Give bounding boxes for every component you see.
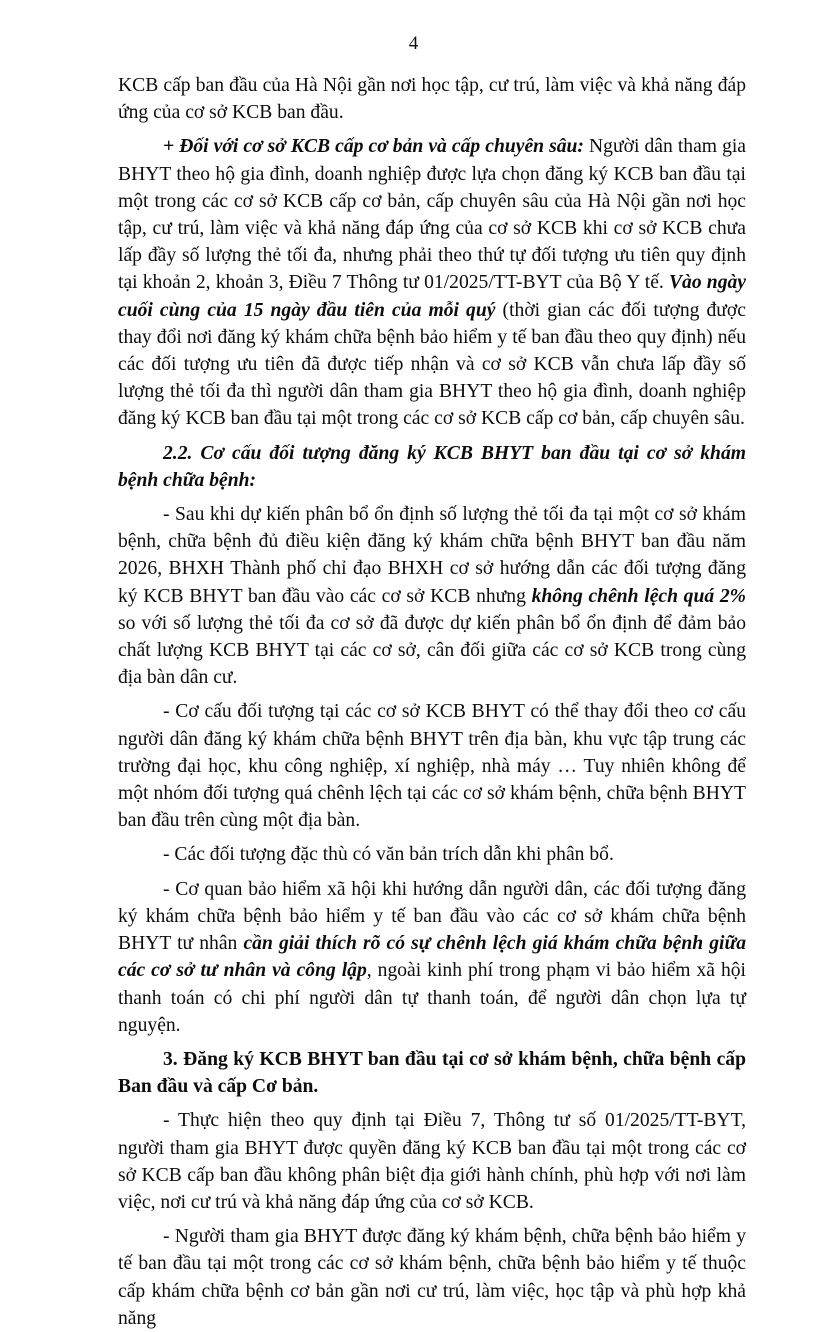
text-run: so với số lượng thẻ tối đa cơ sở đã được dự kiến phân bổ ổn định để đảm bảo chất lượng KCB BHYT tại các cơ sở, cân đối giữa các cơ sở KCB trong cùng địa bàn dân cư. (118, 612, 746, 689)
section-heading (118, 440, 746, 494)
emphasis-run: + Đối với cơ sở KCB cấp cơ bản và cấp chuyên sâu: (163, 136, 584, 158)
document-body-column (118, 72, 746, 1332)
emphasis-run: cần giải thích rõ có sự chênh lệch giá khám chữa bệnh giữa các cơ sở tư nhân và công lập (118, 933, 746, 982)
page-number: 4 (408, 33, 419, 54)
body-paragraph (118, 1223, 746, 1332)
text-run: - Người tham gia BHYT được đăng ký khám bệnh, chữa bệnh bảo hiểm y tế ban đầu tại một trong các cơ sở khám bệnh, chữa bệnh bảo hiểm y tế thuộc cấp khám chữa bệnh cơ bản gần nơi cư trú, làm việc, học tập và phù hợp khả năng (118, 1226, 746, 1329)
emphasis-run: Vào ngày cuối cùng của 15 ngày đầu tiên của mỗi quý (118, 272, 746, 321)
emphasis-run: 2.2. Cơ cấu đối tượng đăng ký KCB BHYT ban đầu tại cơ sở khám bệnh chữa bệnh: (118, 442, 746, 491)
text-run: KCB cấp ban đầu của Hà Nội gần nơi học tập, cư trú, làm việc và khả năng đáp ứng của cơ sở KCB ban đầu. (118, 75, 746, 124)
body-paragraph (118, 698, 746, 834)
text-run: - Thực hiện theo quy định tại Điều 7, Thông tư số 01/2025/TT-BYT, người tham gia BHYT được quyền đăng ký KCB ban đầu tại một trong các cơ sở KCB cấp ban đầu không phân biệt địa giới hành chính, phù hợp với nơi làm việc, nơi cư trú và khả năng đáp ứng của cơ sở KCB. (118, 1110, 746, 1213)
body-paragraph (118, 1107, 746, 1216)
text-run: (thời gian các đối tượng được thay đổi nơi đăng ký khám chữa bệnh bảo hiểm y tế ban đầu theo quy định) nếu các đối tượng ưu tiên đã được tiếp nhận và cơ sở KCB vẫn chưa lấp đầy số lượng thẻ tối đa thì người dân tham gia BHYT theo hộ gia đình, doanh nghiệp đăng ký KCB ban đầu tại một trong các cơ sở KCB cấp cơ bản, cấp chuyên sâu. (118, 299, 746, 430)
text-run: - Các đối tượng đặc thù có văn bản trích dẫn khi phân bổ. (163, 844, 614, 866)
body-paragraph (118, 841, 746, 868)
text-run: - Sau khi dự kiến phân bổ ổn định số lượng thẻ tối đa tại một cơ sở khám bệnh, chữa bệnh đủ điều kiện đăng ký khám chữa bệnh BHYT ban đầu năm 2026, BHXH Thành phố chỉ đạo BHXH cơ sở hướng dẫn các đối tượng đăng ký KCB BHYT ban đầu vào các cơ sở KCB nhưng (118, 504, 746, 607)
body-paragraph (118, 501, 746, 691)
body-paragraph (118, 72, 746, 126)
text-run: - Cơ cấu đối tượng tại các cơ sở KCB BHYT có thể thay đổi theo cơ cấu người dân đăng ký khám chữa bệnh BHYT trên địa bàn, khu vực tập trung các trường đại học, khu công nghiệp, xí nghiệp, nhà máy … Tuy nhiên không để một nhóm đối tượng quá chênh lệch tại các cơ sở khám bệnh, chữa bệnh BHYT ban đầu trên cùng một địa bàn. (118, 701, 746, 832)
emphasis-run: 3. Đăng ký KCB BHYT ban đầu tại cơ sở khám bệnh, chữa bệnh cấp Ban đầu và cấp Cơ bản. (118, 1048, 746, 1098)
body-paragraph (118, 876, 746, 1039)
body-paragraph (118, 133, 746, 432)
text-run: Người dân tham gia BHYT theo hộ gia đình, doanh nghiệp được lựa chọn đăng ký KCB ban đầu tại một trong các cơ sở KCB cấp cơ bản, cấp chuyên sâu của Hà Nội gần nơi học tập, cư trú, làm việc và khả năng đáp ứng của cơ sở KCB khi cơ sở KCB chưa lấp đầy số lượng thẻ tối đa, nhưng phải theo thứ tự đối tượng ưu tiên quy định tại khoản 2, khoản 3, Điều 7 Thông tư 01/2025/TT-BYT của Bộ Y tế. (118, 136, 747, 294)
section-heading (118, 1046, 746, 1100)
text-run: , ngoài kinh phí trong phạm vi bảo hiểm xã hội thanh toán có chi phí người dân tự thanh toán, để người dân chọn lựa tự nguyện. (118, 960, 746, 1036)
emphasis-run: không chênh lệch quá 2% (531, 585, 746, 607)
text-run: - Cơ quan bảo hiểm xã hội khi hướng dẫn người dân, các đối tượng đăng ký khám chữa bệnh bảo hiểm y tế ban đầu vào các cơ sở khám chữa bệnh BHYT tư nhân (118, 878, 746, 955)
